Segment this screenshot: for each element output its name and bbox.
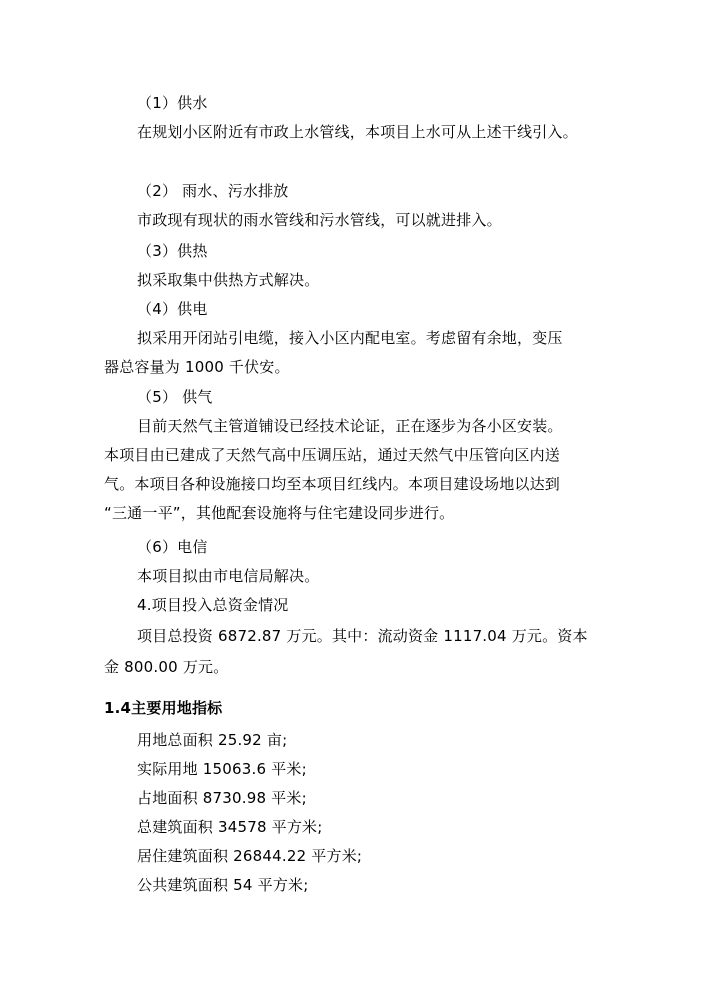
power-title: （4）供电: [137, 300, 208, 318]
investment-text-line-2: 金 800.00 万元。: [104, 658, 229, 676]
telecom-text: 本项目拟由市电信局解决。: [137, 567, 320, 585]
drainage-text: 市政现有现状的雨水管线和污水管线，可以就进排入。: [137, 211, 502, 229]
land-item: 居住建筑面积 26844.22 平方米;: [137, 847, 363, 865]
land-item: 总建筑面积 34578 平方米;: [137, 818, 323, 836]
land-item: 实际用地 15063.6 平米;: [137, 760, 307, 778]
telecom-title: （6）电信: [137, 538, 208, 556]
investment-text-line-1: 项目总投资 6872.87 万元。其中：流动资金 1117.04 万元。资本: [137, 627, 588, 645]
gas-text-line-4: “三通一平”，其他配套设施将与住宅建设同步进行。: [104, 504, 455, 522]
water-supply-title: （1）供水: [137, 94, 208, 112]
land-item: 用地总面积 25.92 亩;: [137, 731, 288, 749]
water-supply-text: 在规划小区附近有市政上水管线，本项目上水可从上述干线引入。: [137, 123, 578, 141]
gas-text-line-2: 本项目由已建成了天然气高中压调压站，通过天然气中压管向区内送: [104, 446, 561, 464]
land-heading: 1.4主要用地指标: [104, 699, 223, 717]
land-item: 占地面积 8730.98 平米;: [137, 789, 307, 807]
power-text-line-1: 拟采用开闭站引电缆，接入小区内配电室。考虑留有余地，变压: [137, 329, 563, 347]
heating-title: （3）供热: [137, 242, 208, 260]
gas-text-line-3: 气。本项目各种设施接口均至本项目红线内。本项目建设场地以达到: [104, 475, 561, 493]
gas-title: （5） 供气: [137, 388, 213, 406]
drainage-title: （2） 雨水、污水排放: [137, 182, 289, 200]
power-text-line-2: 器总容量为 1000 千伏安。: [104, 358, 290, 376]
investment-heading: 4.项目投入总资金情况: [137, 596, 289, 614]
gas-text-line-1: 目前天然气主管道铺设已经技术论证，正在逐步为各小区安装。: [137, 417, 563, 435]
heating-text: 拟采取集中供热方式解决。: [137, 271, 320, 289]
land-item: 公共建筑面积 54 平方米;: [137, 876, 309, 894]
